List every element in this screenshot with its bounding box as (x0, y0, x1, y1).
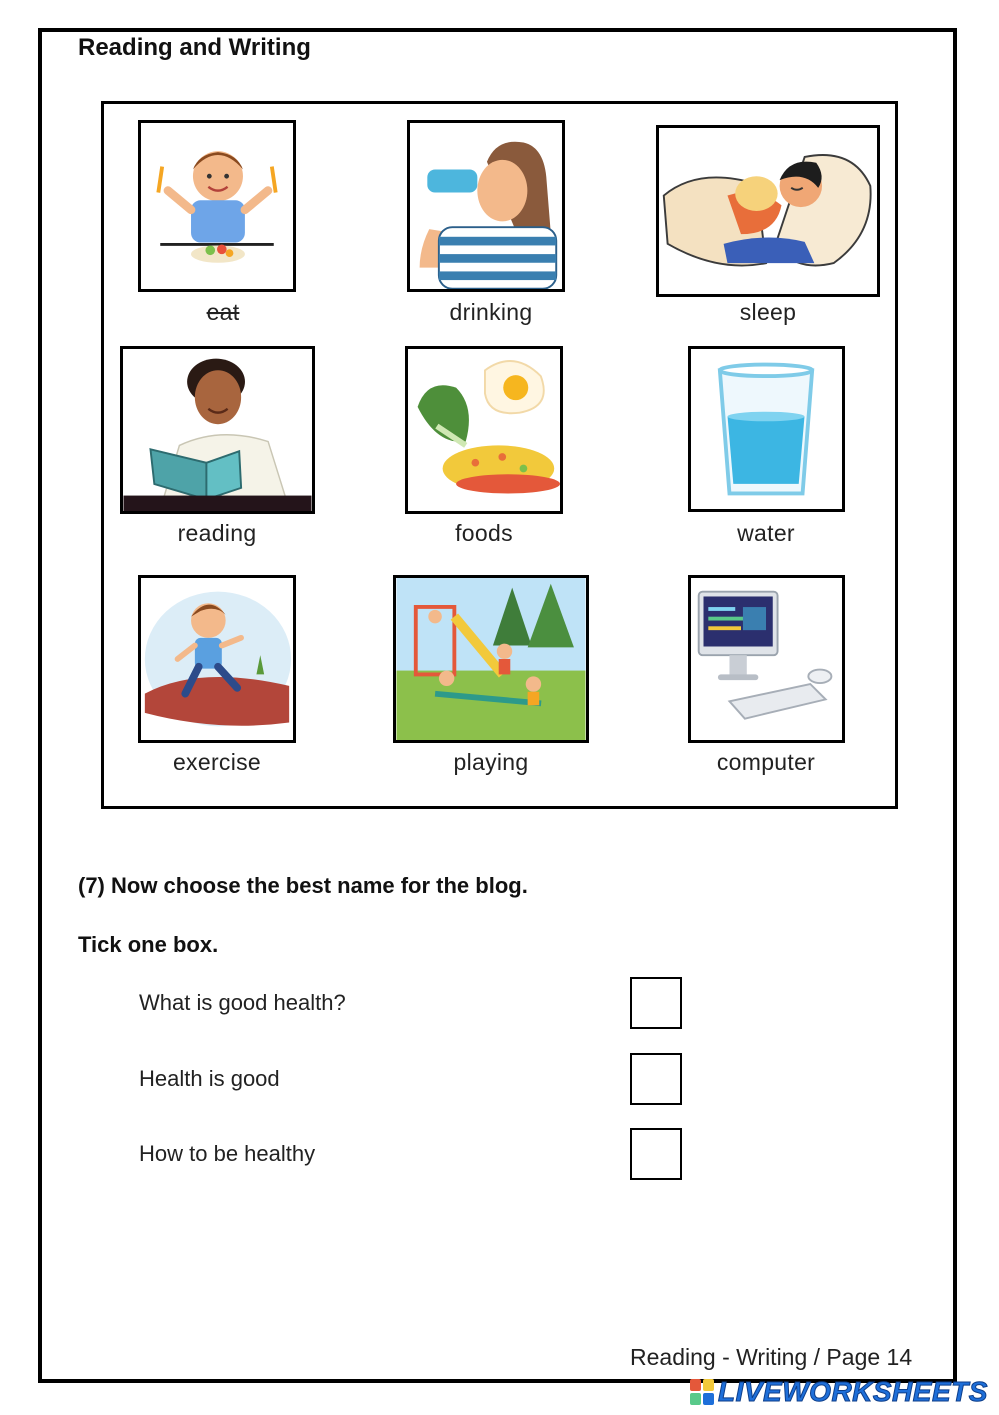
tick-box-1[interactable] (630, 977, 682, 1029)
tick-box-2[interactable] (630, 1053, 682, 1105)
sleep-picture (656, 125, 880, 297)
word-bank-label-foods: foods (455, 520, 513, 546)
word-bank-label-computer: computer (716, 749, 816, 775)
tick-box-3[interactable] (630, 1128, 682, 1180)
computer-picture (688, 575, 845, 743)
word-bank-label-exercise: exercise (172, 749, 262, 775)
word-bank-label-eat: eat (206, 299, 240, 325)
drinking-picture (407, 120, 565, 292)
option-text-1: What is good health? (139, 990, 346, 1015)
reading-picture (120, 346, 315, 514)
word-bank-label-playing: playing (453, 749, 529, 775)
option-text-3: How to be healthy (139, 1141, 316, 1166)
playing-picture (393, 575, 589, 743)
page-footer: Reading - Writing / Page 14 (630, 1344, 913, 1370)
page-title: Reading and Writing (78, 34, 311, 61)
word-bank-label-reading: reading (177, 520, 257, 546)
question-prompt: (7) Now choose the best name for the blog. (78, 873, 528, 898)
liveworksheets-logo (690, 1376, 988, 1408)
question-instruction: Tick one box. (78, 932, 219, 957)
water-picture (688, 346, 845, 512)
exercise-picture (138, 575, 296, 743)
word-bank-label-drinking: drinking (449, 299, 533, 325)
eat-picture (138, 120, 296, 292)
word-bank-label-sleep: sleep (739, 299, 797, 325)
option-text-2: Health is good (139, 1066, 280, 1091)
word-bank-label-water: water (737, 520, 795, 546)
brand-icon (690, 1379, 714, 1405)
foods-picture (405, 346, 563, 514)
brand-name: LIVEWORKSHEETS (718, 1376, 988, 1407)
